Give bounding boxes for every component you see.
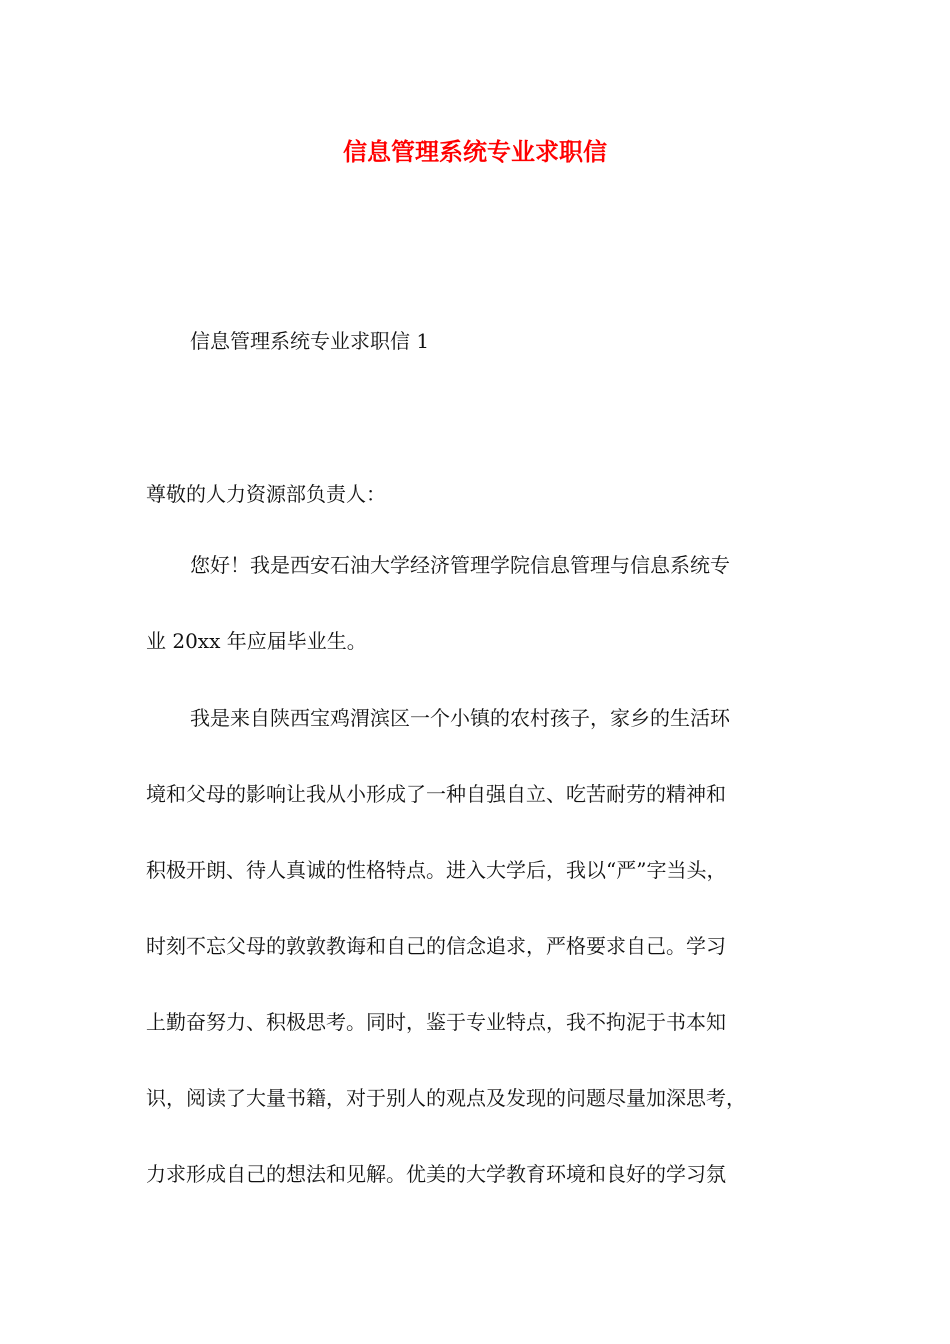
paragraph-line: 上勤奋努力、积极思考。同时，鉴于专业特点，我不拘泥于书本知 (146, 1010, 726, 1034)
paragraph-line: 时刻不忘父母的敦敦教诲和自己的信念追求，严格要求自己。学习 (146, 934, 726, 958)
paragraph-line: 业 20xx 年应届毕业生。 (146, 629, 367, 653)
paragraph-line: 识，阅读了大量书籍，对于别人的观点及发现的问题尽量加深思考， (146, 1086, 746, 1110)
letter-salutation: 尊敬的人力资源部负责人： (146, 482, 386, 506)
paragraph-line: 积极开朗、待人真诚的性格特点。进入大学后，我以“严”字当头， (146, 858, 727, 882)
paragraph-line: 您好！我是西安石油大学经济管理学院信息管理与信息系统专 (190, 553, 730, 577)
letter-paragraph-1 (146, 550, 730, 656)
letter-subtitle: 信息管理系统专业求职信 1 (190, 329, 430, 353)
document-title: 信息管理系统专业求职信 (343, 137, 607, 166)
paragraph-line: 力求形成自己的想法和见解。优美的大学教育环境和良好的学习氛 (146, 1162, 726, 1186)
letter-paragraph-2 (146, 703, 746, 1189)
paragraph-line: 境和父母的影响让我从小形成了一种自强自立、吃苦耐劳的精神和 (146, 782, 726, 806)
paragraph-line: 我是来自陕西宝鸡渭滨区一个小镇的农村孩子，家乡的生活环 (190, 706, 730, 730)
